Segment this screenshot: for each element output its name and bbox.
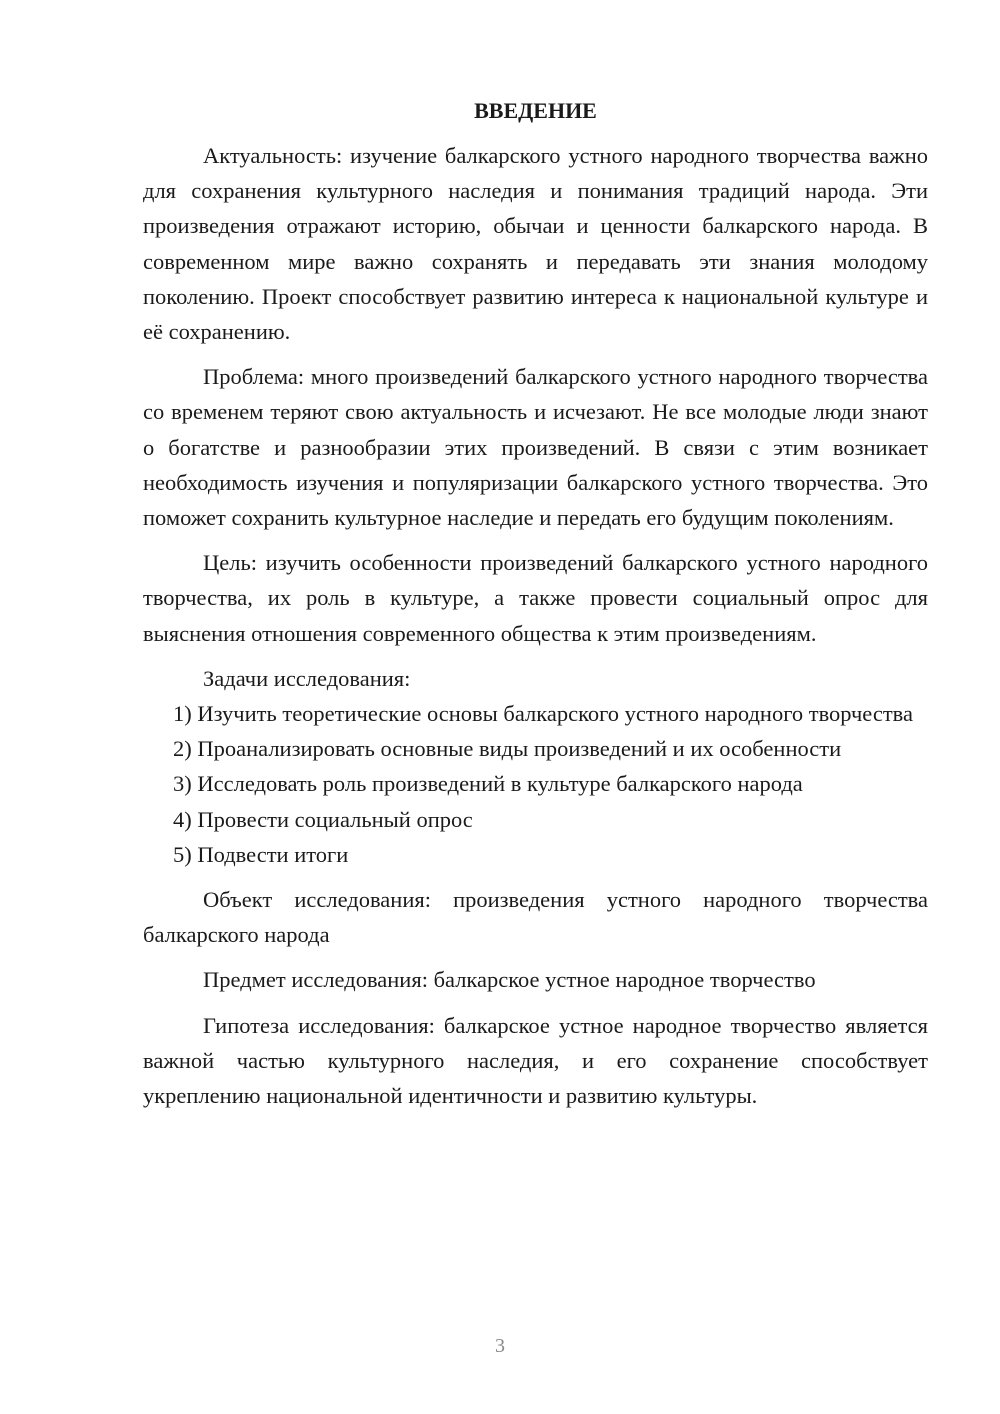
goal-paragraph: Цель: изучить особенности произведений балкарского устного народного творчества, их роль в культуре, а также провести социальный опрос для выяснения отношения современного общества к этим произведениям. [143, 550, 928, 646]
task-item-3: 3) Исследовать роль произведений в культуре балкарского народа [173, 771, 803, 797]
object-paragraph: Объект исследования: произведения устного народного творчества балкарского народа [143, 887, 928, 948]
task-item-4: 4) Провести социальный опрос [173, 806, 473, 832]
page-number: 3 [495, 1335, 505, 1357]
relevance-paragraph: Актуальность: изучение балкарского устного народного творчества важно для сохранения культурного наследия и понимания традиций народа. Эти произведения отражают историю, обычаи и ценности балкарского народа. В современном мире важно сохранять и передавать эти знания молодому поколению. Проект способствует развитию интереса к национальной культуре и её сохранению. [143, 143, 928, 345]
tasks-heading: Задачи исследования: [203, 665, 411, 691]
hypothesis-paragraph: Гипотеза исследования: балкарское устное народное творчество является важной частью культурного наследия, и его сохранение способствует укреплению национальной идентичности и развитию культуры. [143, 1012, 928, 1109]
task-item-5: 5) Подвести итоги [173, 841, 349, 867]
task-item-1: 1) Изучить теоретические основы балкарского устного народного творчества [173, 701, 913, 727]
document-title: ВВЕДЕНИЕ [474, 98, 597, 123]
task-item-2: 2) Проанализировать основные виды произведений и их особенности [173, 736, 842, 762]
problem-paragraph: Проблема: много произведений балкарского устного народного творчества со временем теряют свою актуальность и исчезают. Не все молодые люди знают о богатстве и разнообразии этих произведений. В связи с этим возникает необходимость изучения и популяризации балкарского устного творчества. Это поможет сохранить культурное наследие и передать его будущим поколениям. [143, 364, 928, 531]
subject-paragraph: Предмет исследования: балкарское устное народное творчество [203, 967, 816, 993]
document-page [143, 92, 928, 1113]
